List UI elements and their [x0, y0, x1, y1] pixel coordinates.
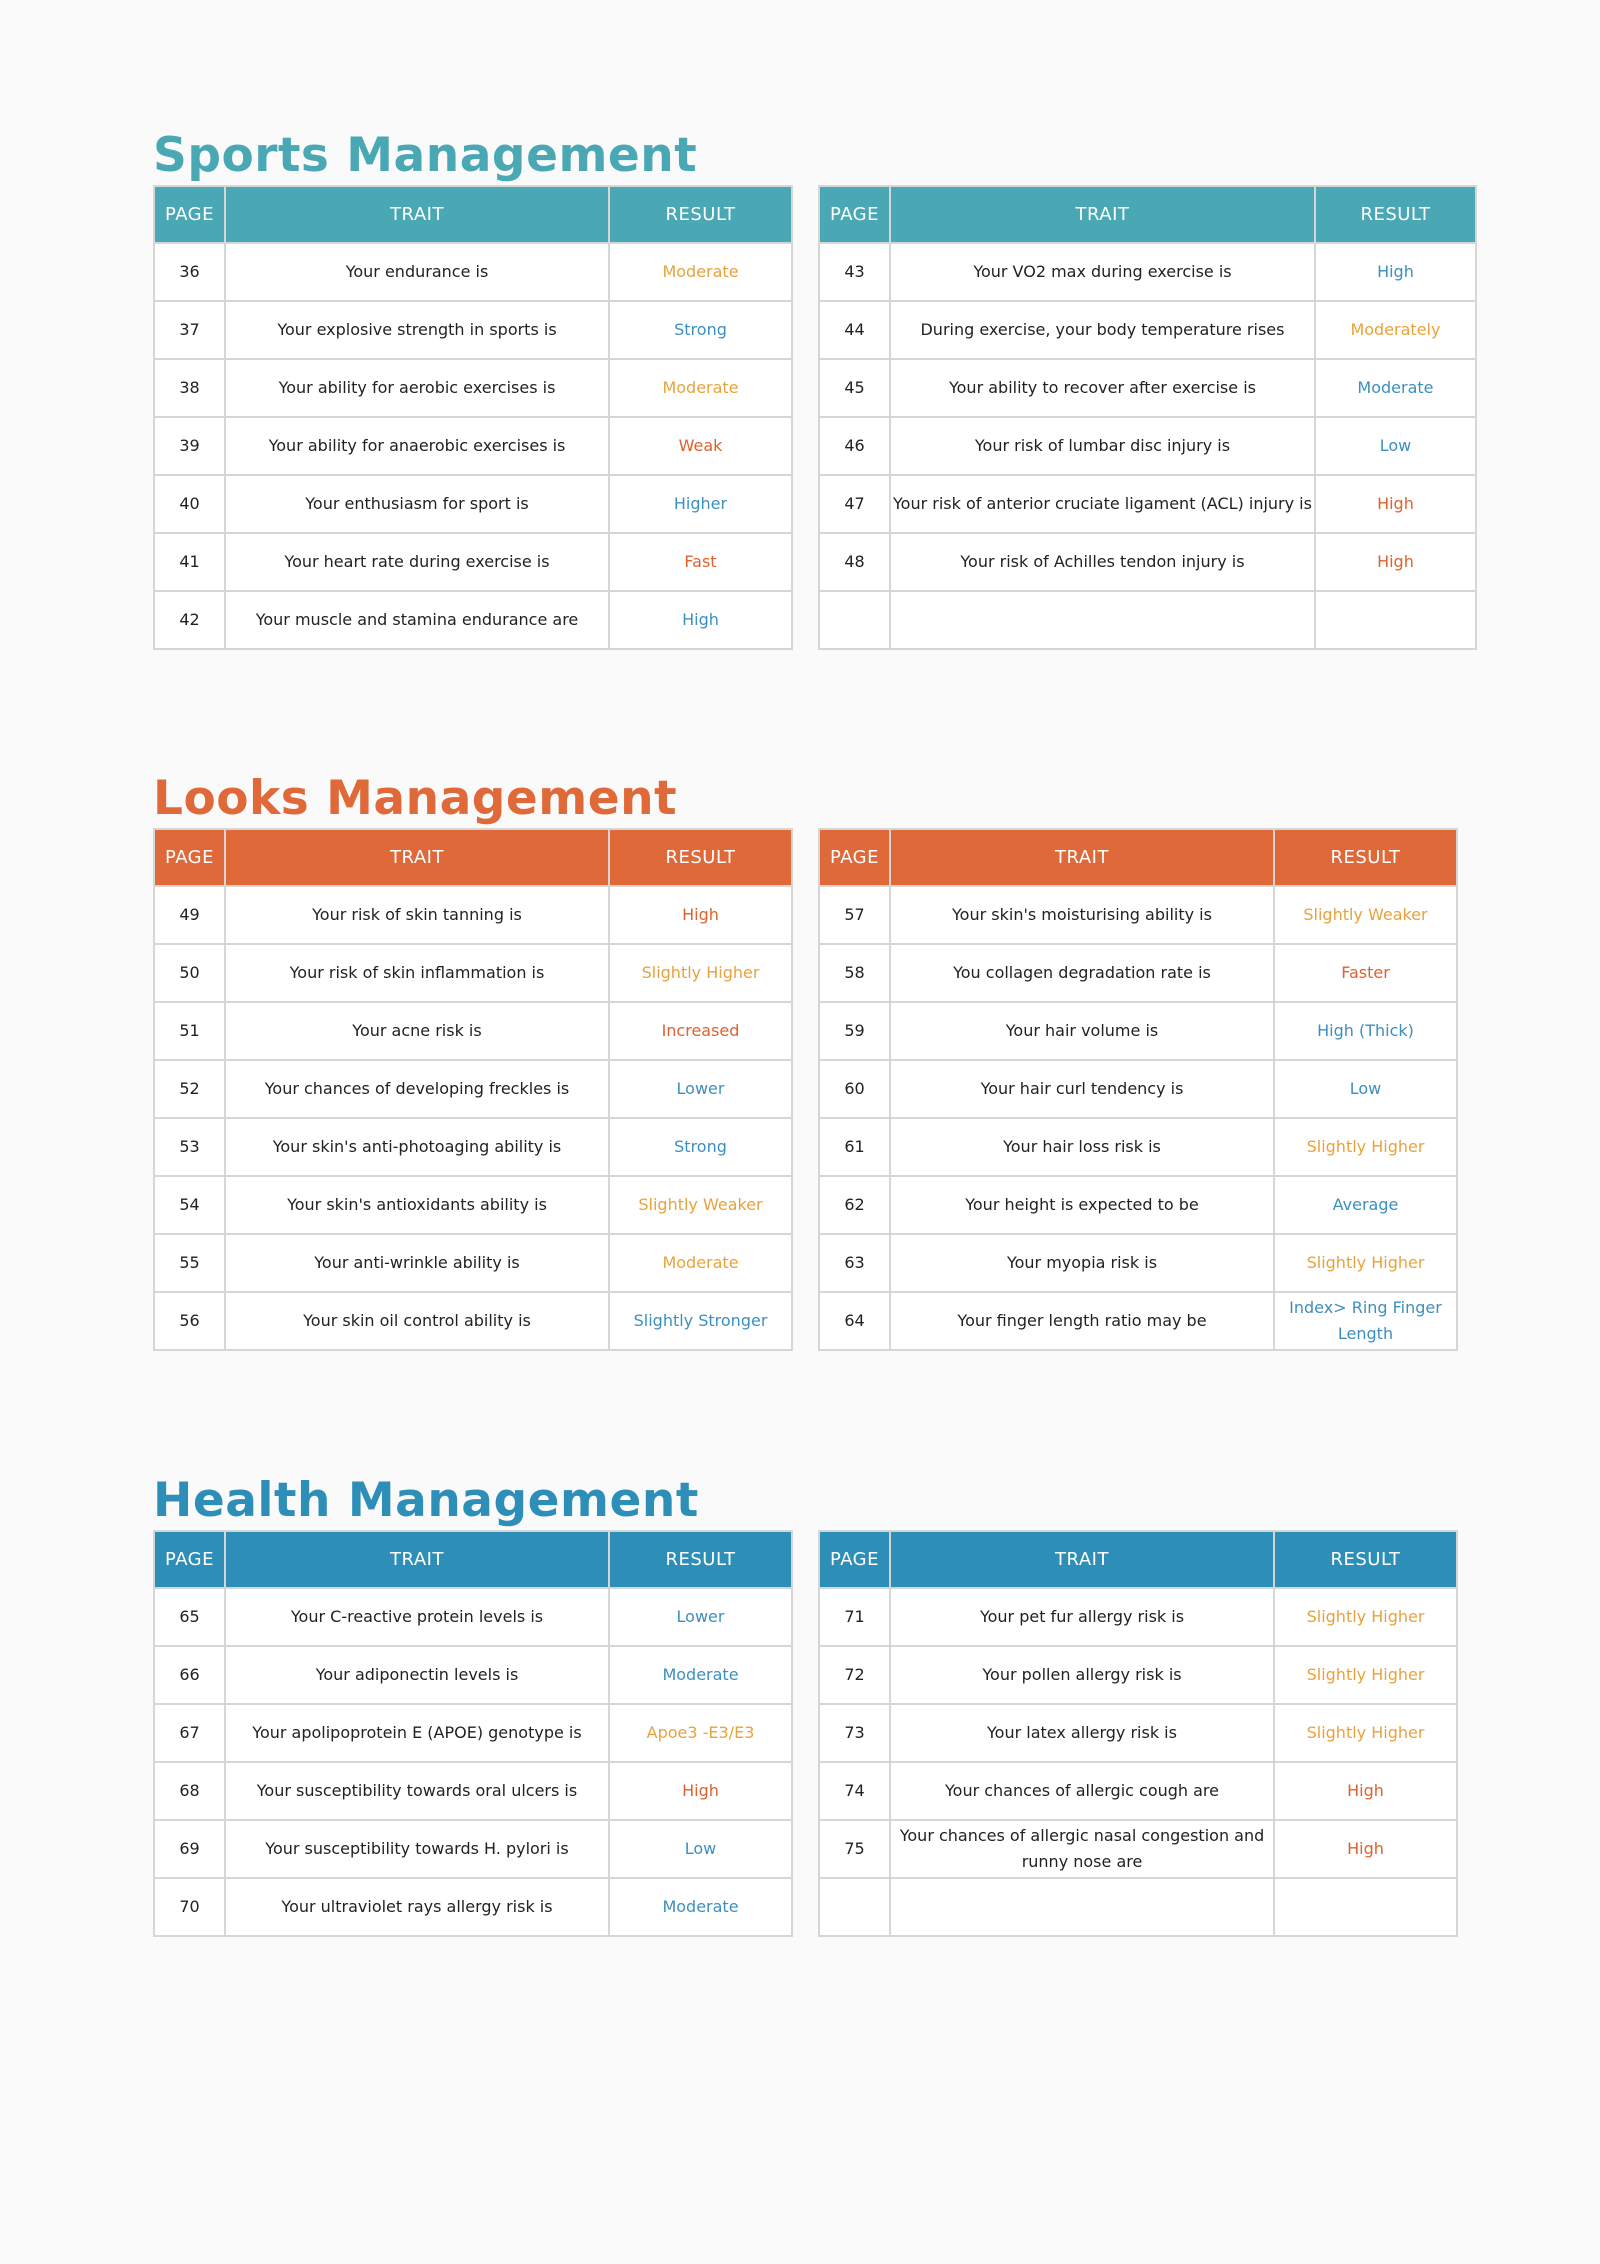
result-cell: Moderate — [609, 1646, 792, 1704]
trait-cell: Your apolipoprotein E (APOE) genotype is — [225, 1704, 609, 1762]
table-row — [154, 1002, 792, 1060]
table-row — [154, 1292, 792, 1350]
table-row — [819, 301, 1476, 359]
sports-title: Sports Management — [153, 128, 698, 183]
table-row — [154, 1234, 792, 1292]
page-number-cell: 45 — [819, 359, 890, 417]
result-cell: Slightly Higher — [1274, 1234, 1457, 1292]
table-header-row — [154, 1531, 792, 1588]
table-row — [819, 944, 1457, 1002]
trait-cell: You collagen degradation rate is — [890, 944, 1274, 1002]
page-number-cell: 69 — [154, 1820, 225, 1878]
trait-cell: Your height is expected to be — [890, 1176, 1274, 1234]
trait-cell: Your skin's moisturising ability is — [890, 886, 1274, 944]
table-header-row — [154, 829, 792, 886]
table-row — [819, 1002, 1457, 1060]
result-cell: Low — [1315, 417, 1476, 475]
trait-cell: Your hair volume is — [890, 1002, 1274, 1060]
table-row — [819, 1704, 1457, 1762]
result-cell: Strong — [609, 301, 792, 359]
header-result: RESULT — [1315, 186, 1476, 243]
table-row — [154, 243, 792, 301]
page-number-cell: 36 — [154, 243, 225, 301]
table-header-row — [819, 186, 1476, 243]
result-cell: Slightly Higher — [1274, 1588, 1457, 1646]
table-row — [819, 886, 1457, 944]
trait-cell: Your skin oil control ability is — [225, 1292, 609, 1350]
table-row — [154, 1646, 792, 1704]
header-result: RESULT — [1274, 829, 1457, 886]
result-cell: Slightly Weaker — [609, 1176, 792, 1234]
result-cell: Slightly Weaker — [1274, 886, 1457, 944]
trait-cell: Your risk of Achilles tendon injury is — [890, 533, 1315, 591]
result-cell: Fast — [609, 533, 792, 591]
result-cell — [1274, 1878, 1457, 1936]
trait-cell: Your hair loss risk is — [890, 1118, 1274, 1176]
header-page: PAGE — [154, 829, 225, 886]
page-number-cell: 67 — [154, 1704, 225, 1762]
trait-cell: Your chances of allergic nasal congestion and runny nose are — [890, 1820, 1274, 1878]
table-row — [154, 1704, 792, 1762]
table-row — [154, 1060, 792, 1118]
header-page: PAGE — [154, 186, 225, 243]
table-row — [819, 359, 1476, 417]
page-number-cell: 39 — [154, 417, 225, 475]
page-number-cell: 64 — [819, 1292, 890, 1350]
table-row — [154, 417, 792, 475]
page-number-cell: 40 — [154, 475, 225, 533]
trait-cell: Your skin's anti-photoaging ability is — [225, 1118, 609, 1176]
page-number-cell: 49 — [154, 886, 225, 944]
table-row — [154, 359, 792, 417]
table-row — [154, 591, 792, 649]
page-number-cell: 41 — [154, 533, 225, 591]
table-row — [819, 533, 1476, 591]
table-row — [819, 1588, 1457, 1646]
trait-cell: Your skin's antioxidants ability is — [225, 1176, 609, 1234]
result-cell: Slightly Higher — [609, 944, 792, 1002]
result-cell: Higher — [609, 475, 792, 533]
result-cell: Slightly Higher — [1274, 1704, 1457, 1762]
header-page: PAGE — [819, 1531, 890, 1588]
header-page: PAGE — [819, 186, 890, 243]
header-result: RESULT — [609, 829, 792, 886]
page-number-cell: 74 — [819, 1762, 890, 1820]
table-row — [819, 243, 1476, 301]
header-trait: TRAIT — [225, 829, 609, 886]
table-row — [154, 944, 792, 1002]
table-row — [819, 417, 1476, 475]
trait-cell: Your VO2 max during exercise is — [890, 243, 1315, 301]
looks-table-right — [818, 828, 1458, 1351]
trait-cell: Your risk of anterior cruciate ligament (ACL) injury is — [890, 475, 1315, 533]
table-row — [154, 1176, 792, 1234]
header-result: RESULT — [1274, 1531, 1457, 1588]
page-number-cell: 54 — [154, 1176, 225, 1234]
result-cell: Moderately — [1315, 301, 1476, 359]
result-cell: High — [609, 1762, 792, 1820]
result-cell: High — [1315, 243, 1476, 301]
header-result: RESULT — [609, 1531, 792, 1588]
result-cell: High — [609, 886, 792, 944]
trait-cell: Your ability to recover after exercise is — [890, 359, 1315, 417]
trait-cell: Your finger length ratio may be — [890, 1292, 1274, 1350]
table-row — [819, 475, 1476, 533]
trait-cell: Your latex allergy risk is — [890, 1704, 1274, 1762]
result-cell: Slightly Stronger — [609, 1292, 792, 1350]
health-table-right — [818, 1530, 1458, 1937]
page-number-cell — [819, 591, 890, 649]
page-number-cell: 65 — [154, 1588, 225, 1646]
header-trait: TRAIT — [890, 1531, 1274, 1588]
header-trait: TRAIT — [890, 186, 1315, 243]
table-row — [154, 1762, 792, 1820]
trait-cell: During exercise, your body temperature rises — [890, 301, 1315, 359]
page-number-cell: 70 — [154, 1878, 225, 1936]
trait-cell: Your chances of developing freckles is — [225, 1060, 609, 1118]
page-number-cell: 50 — [154, 944, 225, 1002]
trait-cell: Your ability for aerobic exercises is — [225, 359, 609, 417]
result-cell: Index> Ring Finger Length — [1274, 1292, 1457, 1350]
table-row — [154, 475, 792, 533]
result-cell: Strong — [609, 1118, 792, 1176]
table-row — [154, 301, 792, 359]
trait-cell: Your C-reactive protein levels is — [225, 1588, 609, 1646]
trait-cell: Your risk of lumbar disc injury is — [890, 417, 1315, 475]
page-number-cell: 52 — [154, 1060, 225, 1118]
page-number-cell: 47 — [819, 475, 890, 533]
result-cell: Weak — [609, 417, 792, 475]
result-cell: Faster — [1274, 944, 1457, 1002]
result-cell: High — [1274, 1762, 1457, 1820]
page-number-cell: 66 — [154, 1646, 225, 1704]
trait-cell — [890, 1878, 1274, 1936]
table-row — [819, 1646, 1457, 1704]
looks-title: Looks Management — [153, 771, 678, 826]
page-number-cell: 43 — [819, 243, 890, 301]
table-header-row — [154, 186, 792, 243]
table-row — [819, 591, 1476, 649]
page-number-cell — [819, 1878, 890, 1936]
result-cell: Apoe3 -E3/E3 — [609, 1704, 792, 1762]
trait-cell: Your hair curl tendency is — [890, 1060, 1274, 1118]
page-number-cell: 53 — [154, 1118, 225, 1176]
result-cell: Increased — [609, 1002, 792, 1060]
page-number-cell: 42 — [154, 591, 225, 649]
page-number-cell: 38 — [154, 359, 225, 417]
result-cell — [1315, 591, 1476, 649]
header-page: PAGE — [154, 1531, 225, 1588]
page-number-cell: 56 — [154, 1292, 225, 1350]
trait-cell — [890, 591, 1315, 649]
trait-cell: Your adiponectin levels is — [225, 1646, 609, 1704]
result-cell: High — [1274, 1820, 1457, 1878]
header-result: RESULT — [609, 186, 792, 243]
health-table-left — [153, 1530, 793, 1937]
trait-cell: Your chances of allergic cough are — [890, 1762, 1274, 1820]
table-row — [154, 886, 792, 944]
result-cell: High — [1315, 533, 1476, 591]
health-title: Health Management — [153, 1473, 699, 1528]
page-number-cell: 57 — [819, 886, 890, 944]
page-number-cell: 51 — [154, 1002, 225, 1060]
trait-cell: Your muscle and stamina endurance are — [225, 591, 609, 649]
result-cell: Slightly Higher — [1274, 1646, 1457, 1704]
table-row — [819, 1762, 1457, 1820]
page-number-cell: 44 — [819, 301, 890, 359]
trait-cell: Your susceptibility towards oral ulcers is — [225, 1762, 609, 1820]
sports-table-right — [818, 185, 1477, 650]
result-cell: Low — [609, 1820, 792, 1878]
result-cell: Average — [1274, 1176, 1457, 1234]
page-number-cell: 75 — [819, 1820, 890, 1878]
result-cell: Lower — [609, 1060, 792, 1118]
page-number-cell: 48 — [819, 533, 890, 591]
page-number-cell: 73 — [819, 1704, 890, 1762]
page-number-cell: 72 — [819, 1646, 890, 1704]
sports-table-left — [153, 185, 793, 650]
result-cell: Moderate — [609, 1234, 792, 1292]
trait-cell: Your risk of skin tanning is — [225, 886, 609, 944]
trait-cell: Your explosive strength in sports is — [225, 301, 609, 359]
table-row — [819, 1234, 1457, 1292]
trait-cell: Your ultraviolet rays allergy risk is — [225, 1878, 609, 1936]
header-trait: TRAIT — [225, 1531, 609, 1588]
page-number-cell: 61 — [819, 1118, 890, 1176]
page-number-cell: 60 — [819, 1060, 890, 1118]
table-row — [154, 1118, 792, 1176]
table-row — [819, 1118, 1457, 1176]
table-row — [154, 1878, 792, 1936]
result-cell: Moderate — [609, 359, 792, 417]
result-cell: High — [609, 591, 792, 649]
page-number-cell: 63 — [819, 1234, 890, 1292]
page-number-cell: 59 — [819, 1002, 890, 1060]
trait-cell: Your myopia risk is — [890, 1234, 1274, 1292]
page-number-cell: 55 — [154, 1234, 225, 1292]
trait-cell: Your heart rate during exercise is — [225, 533, 609, 591]
result-cell: High — [1315, 475, 1476, 533]
result-cell: Moderate — [1315, 359, 1476, 417]
table-row — [819, 1292, 1457, 1350]
page-number-cell: 37 — [154, 301, 225, 359]
page-number-cell: 62 — [819, 1176, 890, 1234]
table-row — [819, 1060, 1457, 1118]
table-row — [819, 1820, 1457, 1878]
result-cell: Low — [1274, 1060, 1457, 1118]
table-row — [154, 533, 792, 591]
trait-cell: Your enthusiasm for sport is — [225, 475, 609, 533]
page-number-cell: 71 — [819, 1588, 890, 1646]
result-cell: Slightly Higher — [1274, 1118, 1457, 1176]
result-cell: Moderate — [609, 1878, 792, 1936]
trait-cell: Your pet fur allergy risk is — [890, 1588, 1274, 1646]
table-row — [154, 1588, 792, 1646]
result-cell: High (Thick) — [1274, 1002, 1457, 1060]
table-row — [154, 1820, 792, 1878]
page-number-cell: 46 — [819, 417, 890, 475]
page-number-cell: 58 — [819, 944, 890, 1002]
table-row — [819, 1878, 1457, 1936]
trait-cell: Your susceptibility towards H. pylori is — [225, 1820, 609, 1878]
table-row — [819, 1176, 1457, 1234]
trait-cell: Your acne risk is — [225, 1002, 609, 1060]
trait-cell: Your risk of skin inflammation is — [225, 944, 609, 1002]
trait-cell: Your ability for anaerobic exercises is — [225, 417, 609, 475]
header-trait: TRAIT — [225, 186, 609, 243]
table-header-row — [819, 829, 1457, 886]
page-number-cell: 68 — [154, 1762, 225, 1820]
header-trait: TRAIT — [890, 829, 1274, 886]
result-cell: Moderate — [609, 243, 792, 301]
trait-cell: Your anti-wrinkle ability is — [225, 1234, 609, 1292]
header-page: PAGE — [819, 829, 890, 886]
result-cell: Lower — [609, 1588, 792, 1646]
trait-cell: Your pollen allergy risk is — [890, 1646, 1274, 1704]
looks-table-left — [153, 828, 793, 1351]
table-header-row — [819, 1531, 1457, 1588]
trait-cell: Your endurance is — [225, 243, 609, 301]
